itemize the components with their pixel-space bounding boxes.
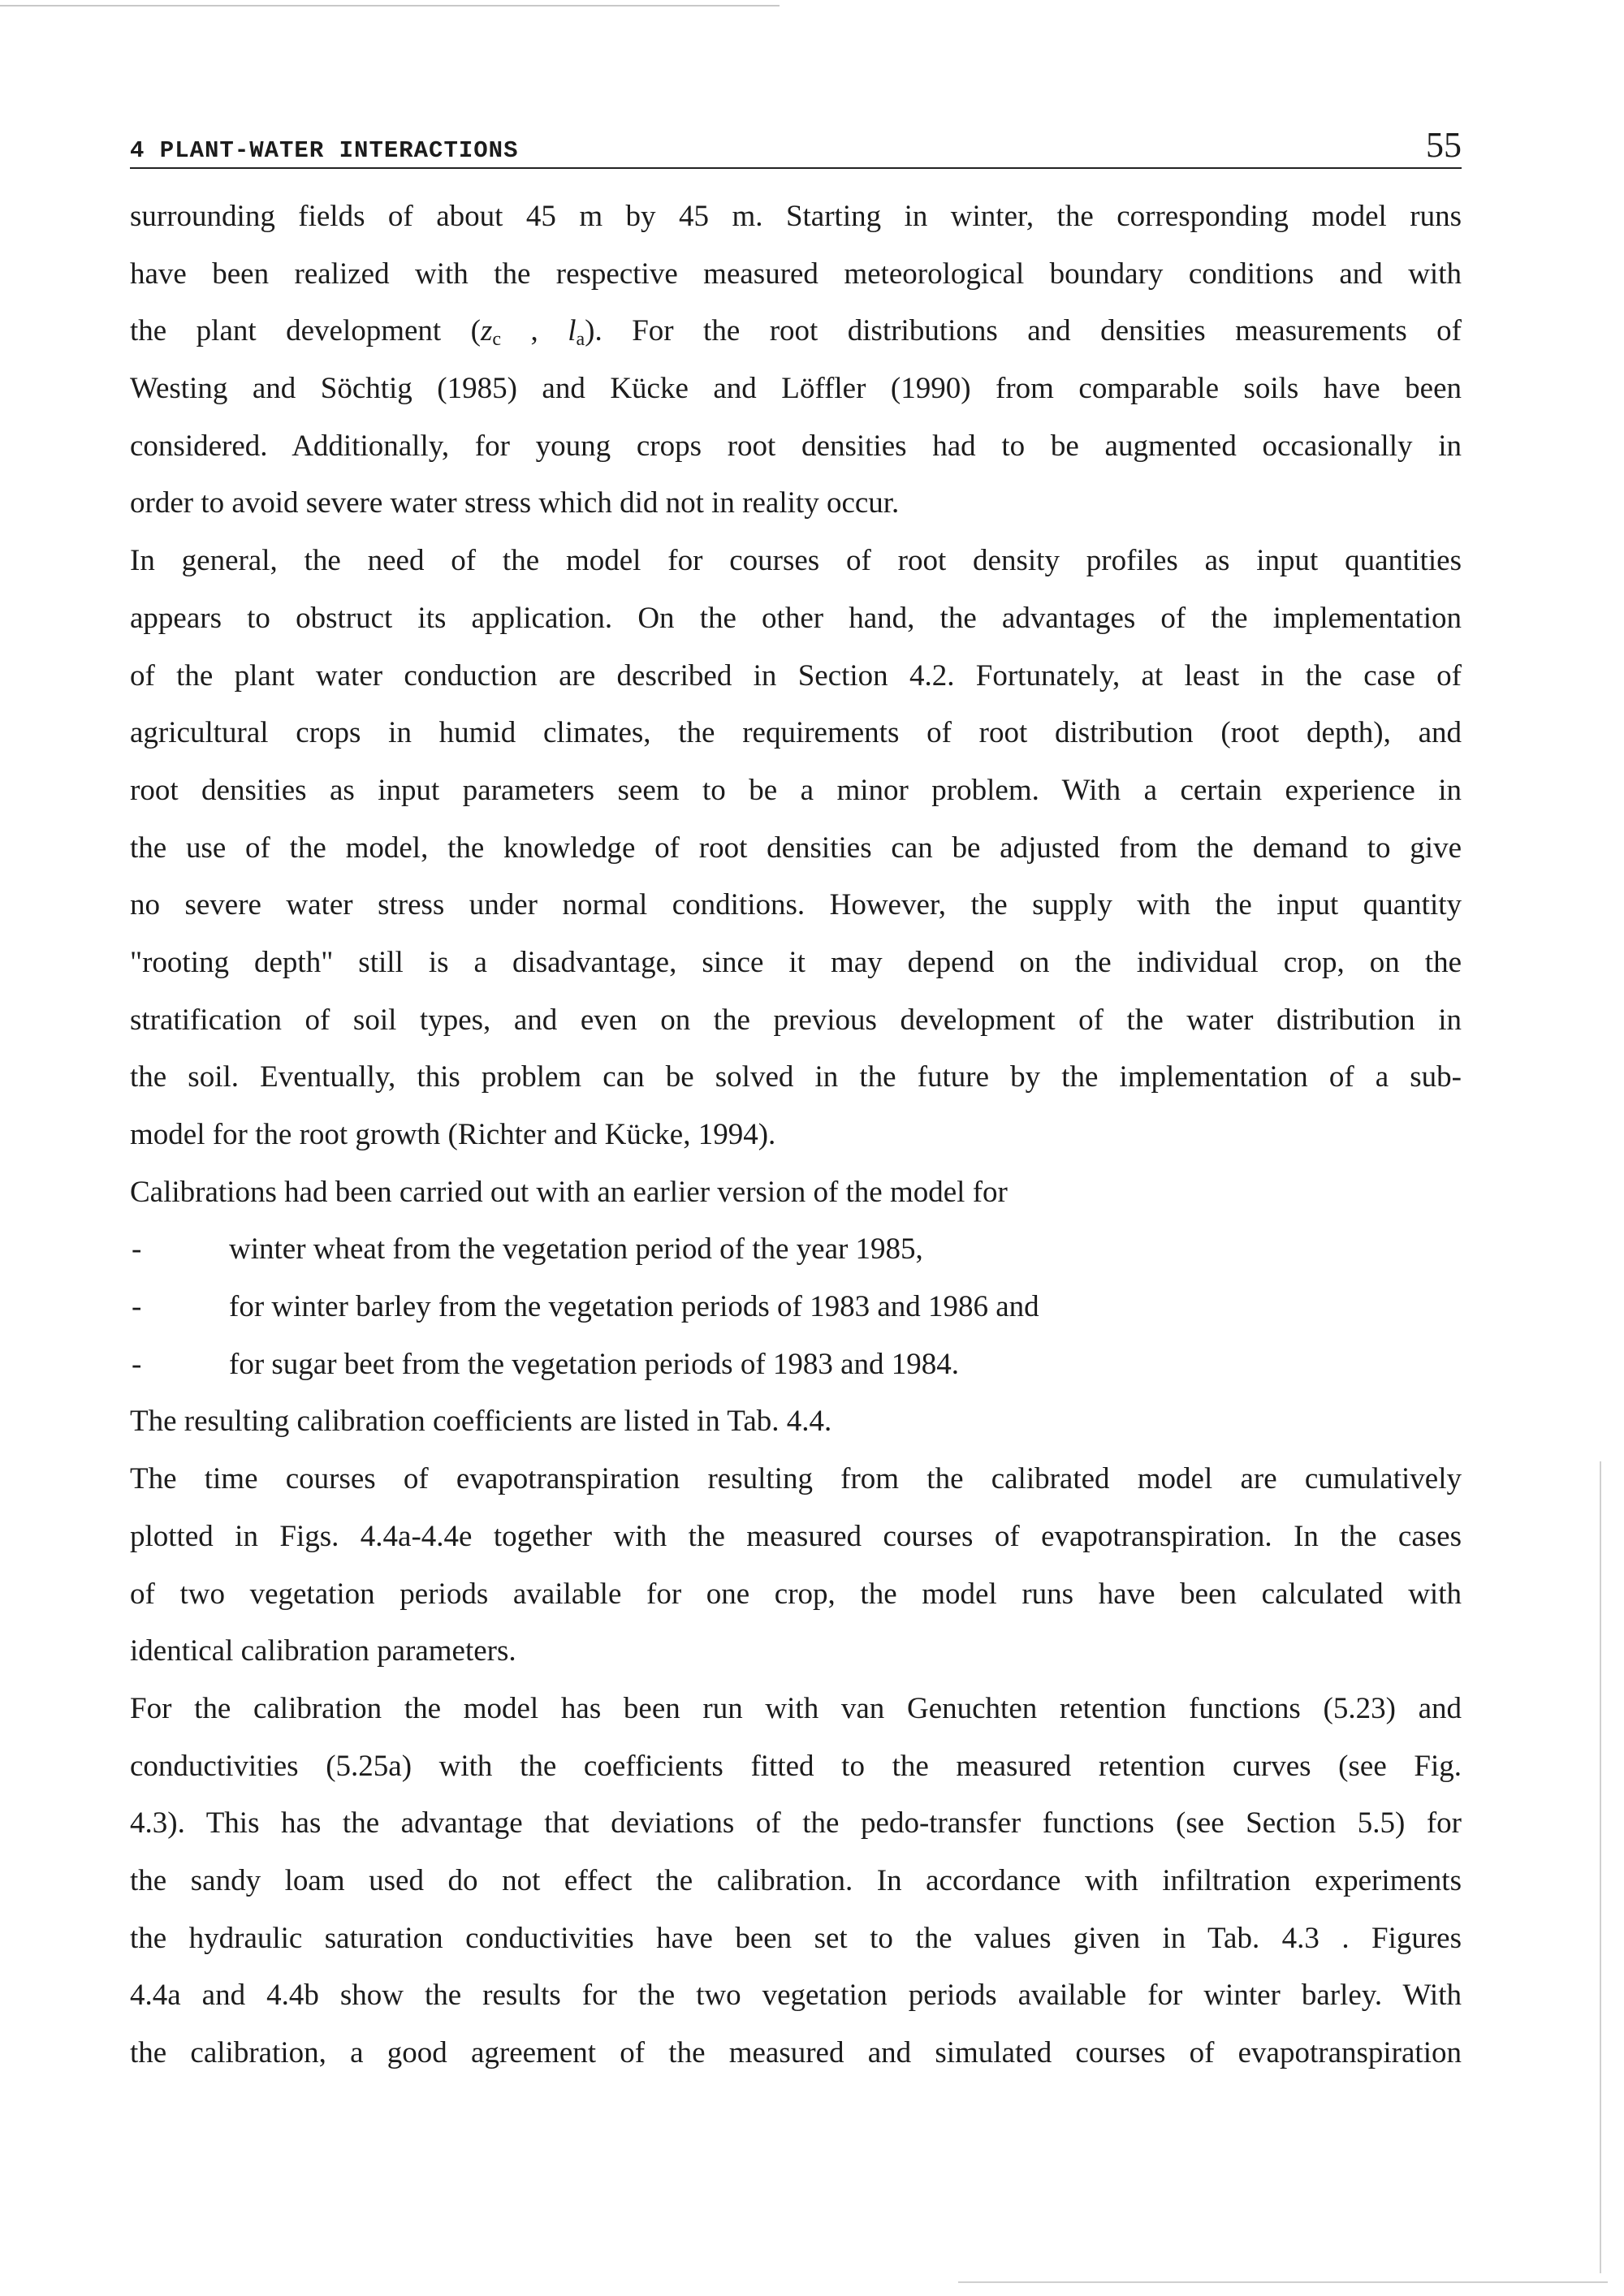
scan-artifact-right <box>1600 1461 1601 2273</box>
text-line: appears to obstruct its application. On the other hand, the advantages of the implementation <box>130 601 1462 635</box>
text-line: The resulting calibration coefficients are listed in Tab. 4.4. <box>130 1405 832 1439</box>
text-line: root densities as input parameters seem to be a minor problem. With a certain experience in <box>130 773 1462 807</box>
list-item-text: for winter barley from the vegetation periods of 1983 and 1986 and <box>229 1290 1039 1324</box>
paragraph <box>130 1164 1462 1222</box>
math-variable: l <box>568 314 577 348</box>
text-run: , <box>501 314 568 348</box>
math-subscript: a <box>576 329 585 351</box>
scan-artifact-bottom <box>958 2281 1608 2283</box>
text-line: "rooting depth" still is a disadvantage, since it may depend on the individual crop, on the <box>130 945 1462 979</box>
text-line: of the plant water conduction are described in Section 4.2. Fortunately, at least in the case of <box>130 658 1462 693</box>
text-line: order to avoid severe water stress which did not in reality occur. <box>130 486 900 520</box>
list-item <box>130 1336 1462 1394</box>
text-line: of two vegetation periods available for one crop, the model runs have been calculated with <box>130 1577 1462 1611</box>
list-dash: - <box>132 1290 142 1324</box>
bullet-list <box>130 1221 1462 1393</box>
text-line: no severe water stress under normal conditions. However, the supply with the input quantity <box>130 888 1462 922</box>
text-line: have been realized with the respective measured meteorological boundary conditions and with <box>130 257 1462 291</box>
page-number: 55 <box>1426 125 1462 165</box>
text-line: The time courses of evapotranspiration resulting from the calibrated model are cumulatively <box>130 1462 1462 1496</box>
paragraph <box>130 188 1462 533</box>
text-line: model for the root growth (Richter and Kücke, 1994). <box>130 1118 776 1151</box>
paragraph <box>130 1681 1462 2082</box>
text-line: Westing and Söchtig (1985) and Kücke and Löffler (1990) from comparable soils have been <box>130 372 1462 406</box>
body-text <box>130 188 1462 2082</box>
text-line: the soil. Eventually, this problem can be solved in the future by the implementation of a sub- <box>130 1060 1462 1094</box>
text-line <box>130 303 1462 360</box>
list-dash: - <box>132 1232 142 1267</box>
math-variable: z <box>481 314 493 348</box>
text-line: Calibrations had been carried out with an earlier version of the model for <box>130 1175 1008 1209</box>
list-item-text: winter wheat from the vegetation period of the year 1985, <box>229 1232 923 1267</box>
text-line: the calibration, a good agreement of the measured and simulated courses of evapotranspiration <box>130 2036 1462 2069</box>
text-run: ). For the root distributions and densities measurements of <box>585 314 1462 348</box>
paragraph <box>130 533 1462 1164</box>
text-line: stratification of soil types, and even on the previous development of the water distribution in <box>130 1003 1462 1037</box>
text-line: surrounding fields of about 45 m by 45 m. Starting in winter, the corresponding model runs <box>130 200 1462 233</box>
scan-artifact-top <box>0 5 780 6</box>
math-subscript: c <box>492 329 502 351</box>
text-line: In general, the need of the model for courses of root density profiles as input quantities <box>130 544 1462 578</box>
list-dash: - <box>132 1347 142 1381</box>
text-line: For the calibration the model has been run with van Genuchten retention functions (5.23) and <box>130 1691 1462 1725</box>
chapter-title: 4 PLANT-WATER INTERACTIONS <box>130 137 519 164</box>
text-line: agricultural crops in humid climates, the requirements of root distribution (root depth), and <box>130 716 1462 750</box>
page-header <box>130 120 1462 169</box>
text-line: conductivities (5.25a) with the coefficients fitted to the measured retention curves (see Fig. <box>130 1749 1462 1783</box>
text-line: plotted in Figs. 4.4a-4.4e together with the measured courses of evapotranspiration. In the cases <box>130 1519 1462 1553</box>
text-line: the use of the model, the knowledge of root densities can be adjusted from the demand to give <box>130 831 1462 865</box>
text-line: 4.3). This has the advantage that deviations of the pedo-transfer functions (see Section 5.5) for <box>130 1806 1462 1841</box>
list-item <box>130 1221 1462 1279</box>
text-line: the hydraulic saturation conductivities have been set to the values given in Tab. 4.3 . Figures <box>130 1921 1462 1955</box>
text-run: the plant development ( <box>130 314 481 348</box>
header-rule <box>130 167 1462 169</box>
text-line: identical calibration parameters. <box>130 1634 516 1668</box>
text-line: the sandy loam used do not effect the calibration. In accordance with infiltration experiments <box>130 1863 1462 1897</box>
list-item-text: for sugar beet from the vegetation periods of 1983 and 1984. <box>229 1347 960 1381</box>
paragraph <box>130 1393 1462 1451</box>
paragraph <box>130 1451 1462 1681</box>
text-line: 4.4a and 4.4b show the results for the two vegetation periods available for winter barley. With <box>130 1979 1462 2013</box>
text-line: considered. Additionally, for young crops root densities had to be augmented occasionally in <box>130 429 1462 463</box>
list-item <box>130 1279 1462 1336</box>
